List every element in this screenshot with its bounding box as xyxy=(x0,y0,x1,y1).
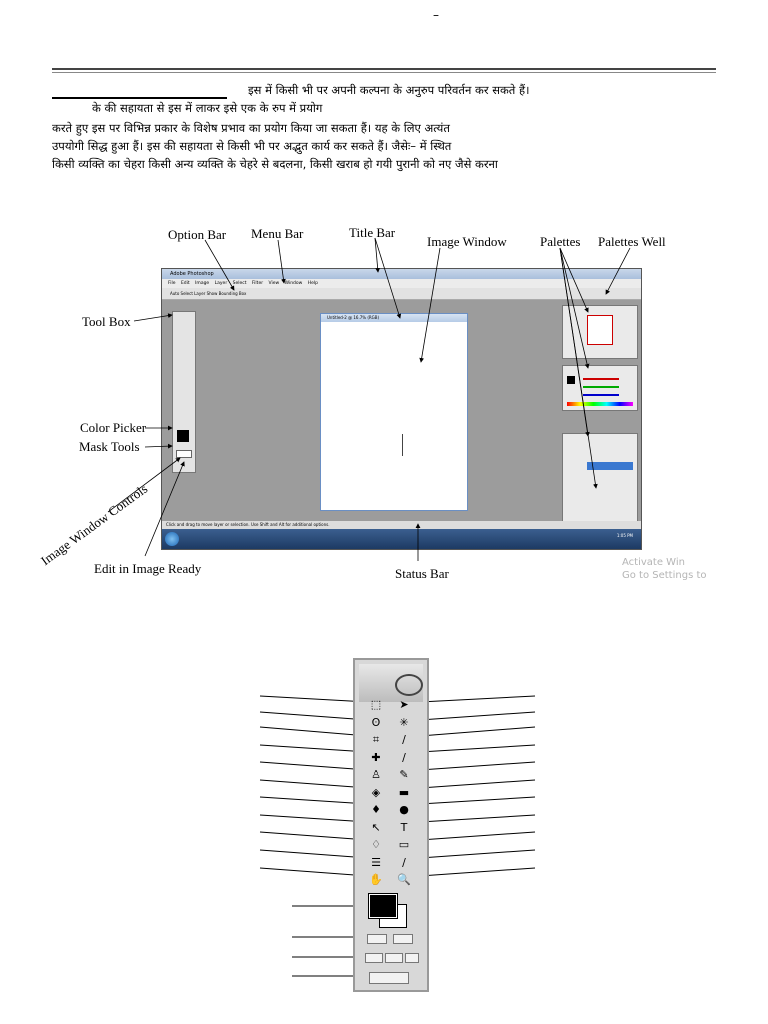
toolbox-tool-icon[interactable]: ∕ xyxy=(402,733,406,746)
toolbox-tool-icon[interactable]: ✋ xyxy=(369,873,383,886)
label-edit-in-image-ready: Edit in Image Ready xyxy=(94,561,202,576)
screen-mode-full-menu-button[interactable] xyxy=(385,953,403,963)
toolbox-tool-icon[interactable]: ● xyxy=(399,803,409,816)
ps-status-bar: Click and drag to move layer or selection. Use Shift and Alt for additional options. xyxy=(162,521,641,529)
standard-mode-button[interactable] xyxy=(367,934,387,944)
paragraph-line-5: किसी व्यक्ति का चेहरा किसी अन्य व्यक्ति के चेहरे से बदलना, किसी खराब हो गयी पुरानी को नए जैसे करना xyxy=(52,157,498,171)
toolbox-tool-icon[interactable]: ∕ xyxy=(402,855,406,869)
foreground-color-swatch[interactable] xyxy=(369,894,397,918)
toolbox-tool-icon[interactable]: ☰ xyxy=(371,855,381,869)
watermark-line-1: Activate Win xyxy=(622,557,685,568)
label-title-bar: Title Bar xyxy=(349,225,396,240)
toolbox-detail xyxy=(353,658,429,992)
paragraph-line-3: करते हुए इस पर विभिन्न प्रकार के विशेष प्रभाव का प्रयोग किया जा सकता हैं। यह के लिए अत्यंत xyxy=(52,121,450,135)
toolbox-tool-icon[interactable]: ➤ xyxy=(399,698,409,711)
paragraph-line-2: के की सहायता से इस में लाकर इसे एक के रुप में प्रयोग xyxy=(92,101,323,115)
ps-option-bar: Auto Select Layer Show Bounding Box xyxy=(162,288,641,300)
toolbox-tool-icon[interactable]: ✎ xyxy=(399,768,409,781)
toolbox-tool-icon[interactable]: ♙ xyxy=(371,768,381,781)
toolbox-tool-icon[interactable]: ♢ xyxy=(371,838,381,851)
ps-doc-title: Untitled-2 @ 16.7% (RGB) xyxy=(321,314,467,322)
paragraph-line-4: उपयोगी सिद्ध हुआ हैं। इस की सहायता से किसी भी पर अद्भुत कार्य कर सकते हैं। जैसेः– में स्थित xyxy=(52,139,452,153)
quick-mask-button[interactable] xyxy=(393,934,413,944)
toolbox-tool-icon[interactable]: ↖ xyxy=(371,820,381,834)
label-mask-tools: Mask Tools xyxy=(79,439,140,454)
screen-mode-full-button[interactable] xyxy=(405,953,419,963)
toolbox-tool-icon[interactable]: ⬚ xyxy=(370,698,382,711)
label-image-window: Image Window xyxy=(427,234,507,249)
toolbox-tool-icon[interactable]: ▬ xyxy=(398,785,410,799)
watermark-line-2: Go to Settings to xyxy=(622,570,707,581)
label-menu-bar: Menu Bar xyxy=(251,226,304,241)
ps-clock: 1:05 PM xyxy=(616,533,633,538)
label-option-bar: Option Bar xyxy=(168,227,227,242)
screen-mode-standard-button[interactable] xyxy=(365,953,383,963)
toolbox-tool-icon[interactable]: ▭ xyxy=(398,838,410,851)
header-dash: – xyxy=(433,8,439,22)
toolbox-tool-icon[interactable]: ʘ xyxy=(371,715,381,729)
ps-title-bar: Adobe Photoshop xyxy=(162,269,641,279)
paragraph-line-1: इस में किसी भी पर अपनी कल्पना के अनुरुप परिवर्तन कर सकते हैं। xyxy=(248,83,530,97)
toolbox-tool-icon[interactable]: ✚ xyxy=(371,750,381,764)
label-tool-box: Tool Box xyxy=(82,314,131,329)
toolbox-tool-icon[interactable]: T xyxy=(400,820,408,834)
label-image-window-controls: Image Window Controls xyxy=(38,480,151,569)
ps-menu-bar: File Edit Image Layer Select Filter View Window Help xyxy=(162,279,641,288)
label-palettes-well: Palettes Well xyxy=(598,234,666,249)
label-palettes: Palettes xyxy=(540,234,581,249)
label-color-picker: Color Picker xyxy=(80,420,147,435)
toolbox-tool-icon[interactable]: ✳ xyxy=(399,715,409,729)
toolbox-tool-icon[interactable]: 🔍 xyxy=(397,873,411,886)
jump-to-imageready-button[interactable] xyxy=(369,972,409,984)
toolbox-tool-icon[interactable]: ⌗ xyxy=(372,733,380,746)
toolbox-tool-icon[interactable]: ∕ xyxy=(402,750,406,764)
toolbox-header xyxy=(359,664,423,702)
toolbox-tool-icon[interactable]: ◈ xyxy=(371,785,381,799)
label-status-bar: Status Bar xyxy=(395,566,449,581)
eye-logo-icon xyxy=(395,674,423,696)
toolbox-tool-icon[interactable]: ♦ xyxy=(371,803,381,816)
